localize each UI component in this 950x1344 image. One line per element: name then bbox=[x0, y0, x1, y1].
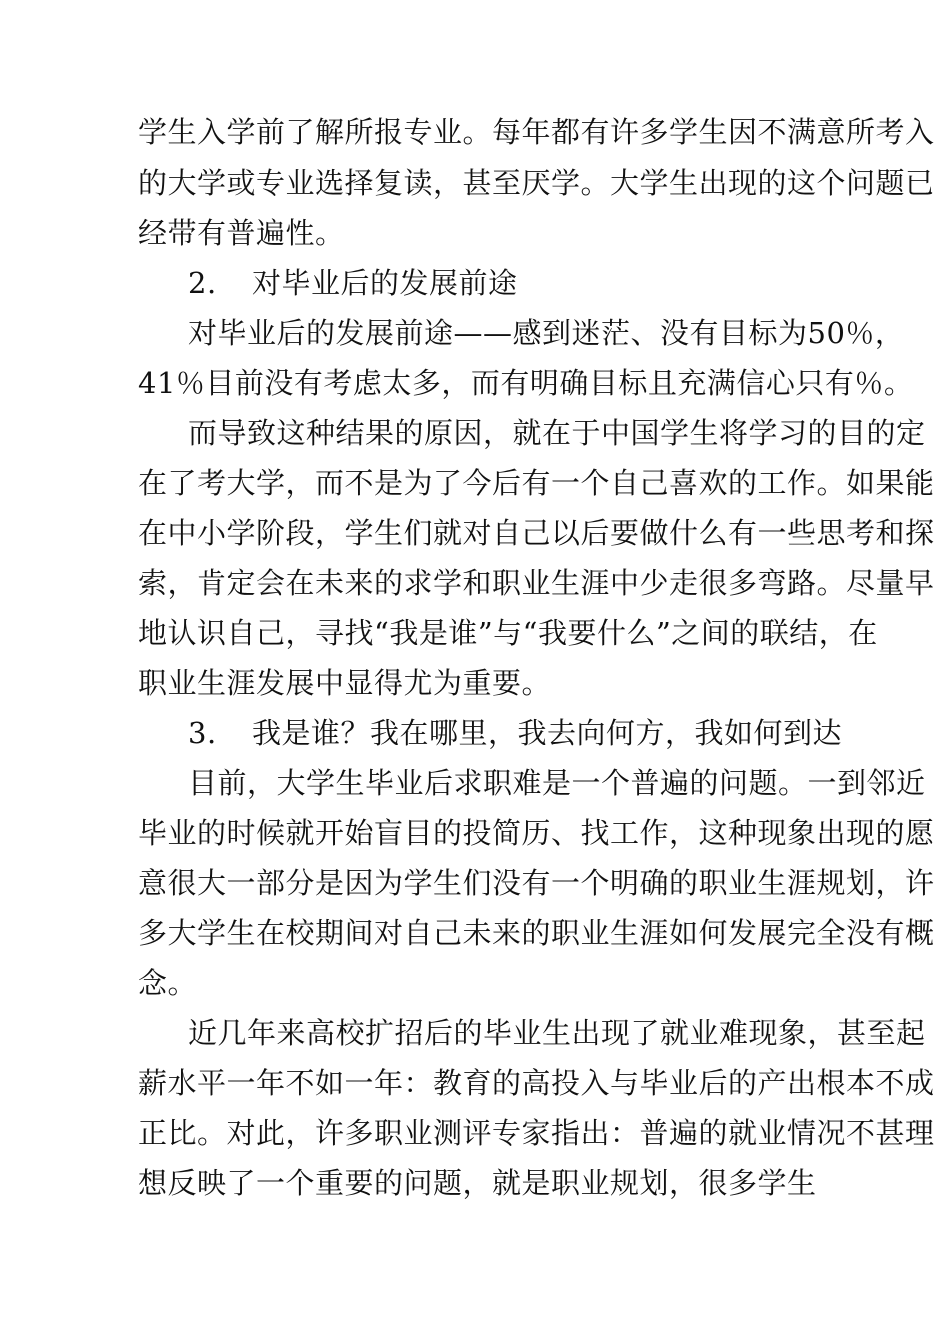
paragraph-line: 目前，大学生毕业后求职难是一个普遍的问题。一到邻近 bbox=[188, 766, 926, 800]
paragraph-line: 41％目前没有考虑太多，而有明确目标且充满信心只有％。 bbox=[138, 366, 914, 400]
section-title: 对毕业后的发展前途 bbox=[252, 266, 518, 300]
paragraph-line: 而导致这种结果的原因，就在于中国学生将学习的目的定 bbox=[188, 416, 926, 450]
paragraph-line: 念。 bbox=[138, 966, 198, 1000]
paragraph-line: 多大学生在校期间对自己未来的职业生涯如何发展完全没有概 bbox=[138, 916, 935, 950]
section-number: 3. bbox=[188, 716, 217, 750]
section-number: 2. bbox=[188, 266, 217, 300]
section-heading-3 bbox=[188, 713, 842, 753]
paragraph-line: 索，肯定会在未来的求学和职业生涯中少走很多弯路。尽量早 bbox=[138, 566, 935, 600]
paragraph-line: 近几年来高校扩招后的毕业生出现了就业难现象，甚至起 bbox=[188, 1016, 926, 1050]
paragraph-line: 对毕业后的发展前途——感到迷茫、没有目标为50％， bbox=[188, 316, 905, 350]
section-title: 我是谁？我在哪里，我去向何方，我如何到达 bbox=[252, 716, 843, 750]
paragraph-line: 经带有普遍性。 bbox=[138, 216, 345, 250]
paragraph-line: 毕业的时候就开始盲目的投简历、找工作，这种现象出现的愿 bbox=[138, 816, 935, 850]
section-heading-2 bbox=[188, 263, 518, 303]
paragraph-line: 学生入学前了解所报专业。每年都有许多学生因不满意所考入 bbox=[138, 115, 935, 149]
paragraph-line: 想反映了一个重要的问题，就是职业规划，很多学生 bbox=[138, 1166, 817, 1200]
paragraph-line: 在中小学阶段，学生们就对自己以后要做什么有一些思考和探 bbox=[138, 516, 935, 550]
paragraph-line: 的大学或专业选择复读，甚至厌学。大学生出现的这个问题已 bbox=[138, 166, 935, 200]
paragraph-line: 地认识自己，寻找“我是谁”与“我要什么”之间的联结，在 bbox=[138, 616, 878, 650]
paragraph-line: 正比。对此，许多职业测评专家指出：普遍的就业情况不甚理 bbox=[138, 1116, 935, 1150]
paragraph-line: 在了考大学，而不是为了今后有一个自己喜欢的工作。如果能 bbox=[138, 466, 935, 500]
paragraph-line: 意很大一部分是因为学生们没有一个明确的职业生涯规划，许 bbox=[138, 866, 935, 900]
paragraph-line: 薪水平一年不如一年：教育的高投入与毕业后的产出根本不成 bbox=[138, 1066, 935, 1100]
paragraph-line: 职业生涯发展中显得尤为重要。 bbox=[138, 666, 552, 700]
